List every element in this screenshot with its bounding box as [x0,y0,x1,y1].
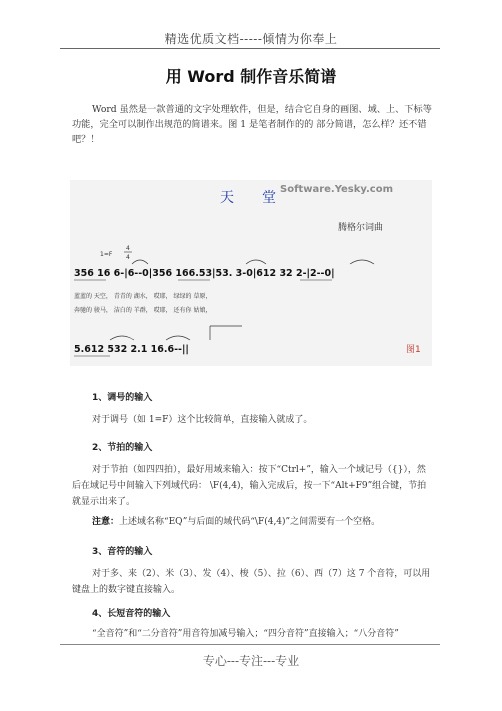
footer-divider [60,644,440,645]
note-body: 上述域名称“EQ”与后面的域代码“\F(4,4)”之间需要有一个空格。 [119,517,381,527]
note-paragraph [72,514,432,530]
staff-line-1: 356 16 6-|6--0|356 166.53|53. 3-0|612 32 2-|2--0| [74,268,335,279]
staff-line-2: 5.612 532 2.1 16.6--|| [74,344,189,355]
watermark: Software.Yesky.com [280,184,394,195]
time-sig-bottom: 4 [126,254,130,261]
lyrics-line-1a: 蓝蓝的 天空， 青青的 湖水， 哎耶， 绿绿的 草原， [74,293,212,300]
time-sig-top: 4 [126,245,130,252]
key-signature: 1=F [100,251,113,258]
page-header: 精选优质文档-----倾情为你奉上 [164,32,338,46]
score-svg [70,180,432,366]
section-heading-2: 2、节拍的输入 [92,443,153,453]
composer: 腾格尔词曲 [338,223,384,233]
section-body-3: 对于多、来（2）、米（3）、发（4）、梭（5）、拉（6）、西（7）这 7 个音符，可以用键盘上的数字键直接输入。 [72,569,431,595]
intro-paragraph: Word 虽然是一款普通的文字处理软件，但是，结合它自身的画图、域、上、下标等功能，完全可以制作出规范的简谱来。图 1 是笔者制作的的 部分简谱，怎么样？还不错吧？！ [72,104,432,145]
song-title: 天 堂 [220,190,276,206]
section-body-4: “全音符”和“二分音符”用音符加减号输入；“四分音符”直接输入；“八分音符” [92,629,399,639]
section-heading-3: 3、音符的输入 [92,547,153,557]
section-heading-1: 1、调号的输入 [92,393,153,403]
figure-label: 图1 [406,345,421,355]
document-title: 用 Word 制作音乐简谱 [165,67,337,86]
score-figure [70,180,432,366]
page-footer: 专心---专注---专业 [202,654,300,668]
section-heading-4: 4、长短音符的输入 [92,609,171,619]
section-body-2: 对于节拍（如四四拍），最好用域来输入：按下“Ctrl+”，输入一个域记号（{}），然后在域记号中间输入下列域代码： \F(4,4)，输入完成后，按一下“Alt+F9”组合键，节拍就显示出来了。 [72,465,427,507]
note-label: 注意： [92,517,120,527]
section-body-1: 对于调号（如 1=F）这个比较简单，直接输入就成了。 [92,415,313,425]
header-divider [60,48,440,49]
lyrics-line-1b: 奔驰的 骏马， 洁白的 羊群， 哎耶， 还有你 姑娘， [74,307,212,314]
